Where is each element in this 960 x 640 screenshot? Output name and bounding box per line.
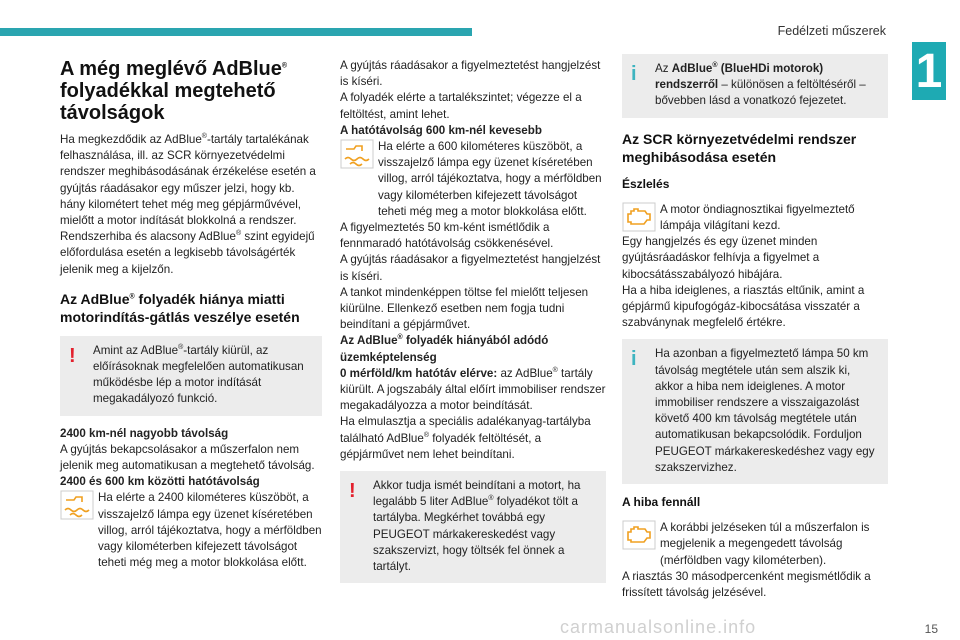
info-icon: i [631,63,637,85]
column-1 [60,44,322,571]
fault-persists-text: A korábbi jelzéseken túl a műszerfalon is megjelenik a megengedett távolság (mérföldben vagy kilométerben). [660,521,870,567]
immobilised-text: 0 mérföld/km hatótáv elérve: az AdBlue® tartály kiürült. A jogszabály által előírt immobiliser rendszer megakadályozza a motor beindítását. [340,366,606,413]
intro-paragraph: Ha megkezdődik az AdBlue®-tartály tartalékának felhasználása, ill. az SCR környezetvédelmi rendszer meghibásodásának érzékelése esetén a gyújtás ráadásakor egy műszer jelzi, hogy kb. hány kilométert tehet még meg gépjárművével, mielőtt a motor indítását blokkolná a rendszer. Rendszerhiba és alacsony AdBlue® szint egyidejű előfordulása esetén a legkisebb távolságérték jelenik meg a kijelzőn. [60,133,316,276]
column-2 [340,58,606,593]
info-box: i Ha azonban a figyelmeztető lámpa 50 km távolság megtétele után sem alszik ki, akkor a hiba nem ideiglenes. A motor immobiliser rendszere a visszaigazolást követő 400 km távolság megtétele után automatikusan bekapcsolódik. Forduljon PEUGEOT márkakereskedéshez vagy egy szakszervizhez. [622,339,888,484]
page-number: 15 [924,622,938,636]
paragraph: A gyújtás ráadásakor a figyelmeztetést hangjelzést is kíséri. [340,59,601,89]
warning-icon: ! [69,344,76,367]
detection-text: A motor öndiagnosztikai figyelmeztető lámpája világítani kezd. [660,202,855,233]
paragraph: A tankot mindenképpen töltse fel mielőtt teljesen kiürülne. Ellenkező esetben nem fogja tudni beindítani a gépjárművet. [340,285,589,332]
range-2400-600-title: 2400 és 600 km közötti hatótávolság [60,475,260,489]
warning-box: ! Akkor tudja ismét beindítani a motort, ha legalább 5 liter AdBlue® folyadékot tölt a tartályba. Megkérhet továbbá egy PEUGEOT márkakereskedést vagy szakszervizt, hogy töltsék fel önnek a tartályt. [340,471,606,583]
section-header: Fedélzeti műszerek [777,24,886,38]
section-heading-immobiliser-risk: Az AdBlue® folyadék hiánya miatti motorindítás-gátlás veszélye esetén [60,290,300,325]
engine-warning-row [622,202,888,234]
immobilised-title: Az AdBlue® folyadék hiányából adódó üzemképtelenség [340,334,549,364]
info-box: i Az AdBlue® (BlueHDi motorok) rendszerről – különösen a feltöltéséről – bővebben lásd a vonatkozó fejezetet. [622,54,888,118]
column-3 [622,50,888,601]
paragraph: A gyújtás ráadásakor a figyelmeztetést hangjelzést is kíséri. [340,253,601,283]
paragraph: Ha a hiba ideiglenes, a riasztás eltűnik, amint a gépjármű kipufogógáz-kibocsátása visszatér a szabványnak megfelelő értékre. [622,283,865,330]
range-under-600-title: A hatótávolság 600 km-nél kevesebb [340,123,542,137]
page-title: A még meglévő AdBlue® folyadékkal megtehető távolságok [60,58,288,124]
engine-warning-icon [622,520,656,550]
engine-warning-icon [622,202,656,232]
warning-box: ! Amint az AdBlue®-tartály kiürül, az előírásoknak megfelelően automatikusan működésbe lép a motor indítását megakadályozó funkció. [60,336,322,416]
range-2400-600-text: Ha elérte a 2400 kilométeres küszöböt, a visszajelző lámpa egy üzenet kíséretében villog, arról tájékoztatva, hogy a mérföldben vagy kilométerben kifejezett távolságot teheti még meg a motor blokkolása előtt. [98,491,322,570]
engine-warning-row [622,520,888,569]
adblue-warning-row [60,490,322,571]
section-heading-scr-failure: Az SCR környezetvédelmi rendszer meghibásodása esetén [622,130,857,165]
watermark: carmanualsonline.info [560,617,757,637]
adblue-warning-row [340,139,606,220]
top-accent-bar [0,28,472,36]
range-under-600-text: Ha elérte a 600 kilométeres küszöböt, a visszajelző lámpa egy üzenet kíséretében villog, arról tájékoztatva, hogy a mérföldben vagy kilométerben kifejezett távolságot teheti még meg a motor blokkolása előtt. [378,140,602,218]
paragraph: A folyadék elérte a tartalékszintet; végezze el a feltöltést, amint lehet. [340,91,582,121]
chapter-tab: 1 [912,42,946,100]
warning-icon: ! [349,480,356,503]
subheading-fault-persists: A hiba fennáll [622,495,701,510]
paragraph: A figyelmeztetés 50 km-ként ismétlődik a fennmaradó hatótávolság csökkenésével. [340,221,554,251]
paragraph: Egy hangjelzés és egy üzenet minden gyújtásráadáskor felhívja a figyelmet a kibocsátásszabályozó hibájára. [622,235,820,281]
adblue-warning-icon [340,139,374,169]
range-over-2400-title: 2400 km-nél nagyobb távolság [60,426,229,440]
range-over-2400-text: A gyújtás bekapcsolásakor a műszerfalon nem jelenik meg automatikusan a megtehető távolság. [60,442,315,473]
info-icon: i [631,348,637,371]
adblue-warning-icon [60,490,94,520]
subheading-detection: Észlelés [622,176,670,191]
paragraph: Ha elmulasztja a speciális adalékanyag-tartályba található AdBlue® folyadék feltöltését, a gépjárművet nem lehet beindítani. [340,415,591,461]
paragraph: A riasztás 30 másodpercenként megismétlődik a frissített távolság jelzésével. [622,569,871,600]
